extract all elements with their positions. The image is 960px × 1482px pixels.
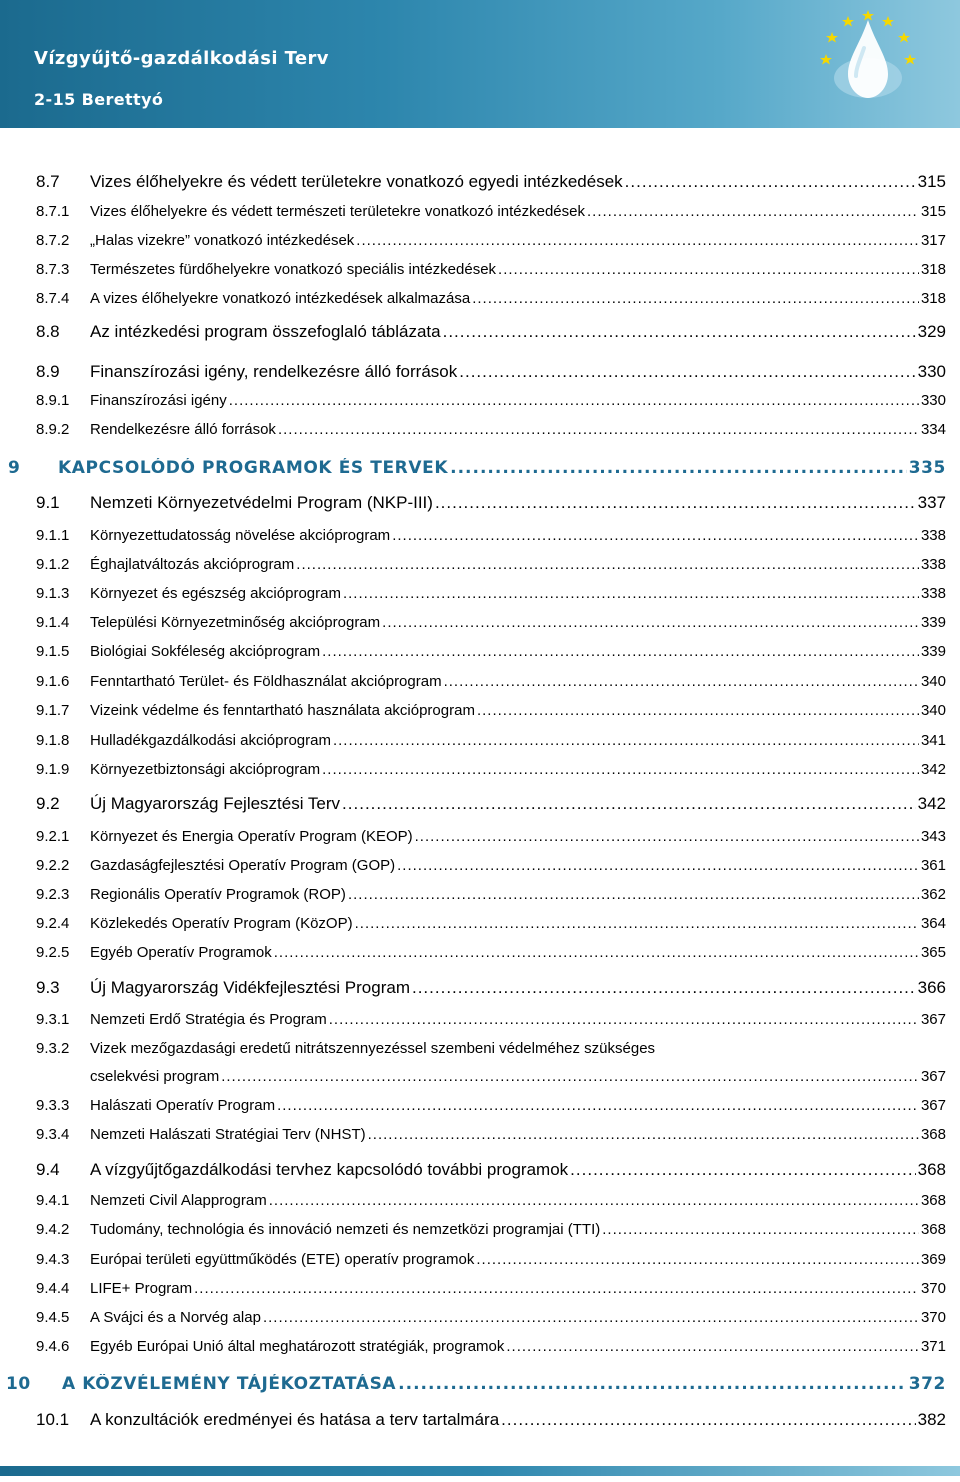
dot-leader <box>443 322 916 342</box>
dot-leader <box>229 392 919 409</box>
dot-leader <box>392 527 919 544</box>
toc-entry-title: Rendelkezésre álló források <box>90 421 276 438</box>
dot-leader <box>450 458 907 478</box>
dot-leader <box>368 1126 919 1143</box>
toc-entry-page: 340 <box>920 702 946 719</box>
toc-entry-page: 361 <box>920 857 946 874</box>
toc-entry-number: 8.9 <box>36 362 60 381</box>
dot-leader <box>274 944 919 961</box>
toc-entry-number: 8.8 <box>36 322 60 341</box>
footer-bar <box>0 1466 960 1476</box>
toc-entry-number: 9.2 <box>36 794 60 813</box>
toc-entry-number: 9.1.3 <box>36 585 70 602</box>
toc-entry-number: 9.4.4 <box>36 1280 70 1297</box>
toc-entry-page: 318 <box>920 261 946 278</box>
toc-entry-title: Új Magyarország Fejlesztési Terv <box>90 794 341 813</box>
toc-entry-page: 315 <box>917 172 946 191</box>
dot-leader <box>570 1160 915 1180</box>
toc-entry-number: 9.4.1 <box>36 1192 70 1209</box>
toc-entry-page: 317 <box>920 232 946 249</box>
toc-entry-page: 318 <box>920 290 946 307</box>
toc-entry-title: Vizes élőhelyekre és védett területekre vonatkozó egyedi intézkedések <box>90 172 623 191</box>
toc-entry-title: Nemzeti Civil Alapprogram <box>90 1192 267 1209</box>
dot-leader <box>435 493 916 513</box>
toc-entry-title: Egyéb Operatív Programok <box>90 944 272 961</box>
dot-leader <box>277 1097 919 1114</box>
document-title: Vízgyűjtő-gazdálkodási Terv <box>34 48 329 69</box>
toc-entry-page: 368 <box>920 1192 946 1209</box>
toc-entry-number: 9.4.2 <box>36 1221 70 1238</box>
toc-entry-title: Vizek mezőgazdasági eredetű nitrátszennyezéssel szembeni védelméhez szükséges <box>90 1040 656 1057</box>
dot-leader <box>476 1251 919 1268</box>
toc-entry-number: 8.7.4 <box>36 290 70 307</box>
toc-entry-number: 9.1.5 <box>36 643 70 660</box>
dot-leader <box>459 362 915 382</box>
toc-entry-page: 329 <box>917 322 946 341</box>
toc-entry-title: Finanszírozási igény, rendelkezésre álló források <box>90 362 458 381</box>
toc-entry-title: Közlekedés Operatív Program (KözOP) <box>90 915 353 932</box>
toc-entry-page: 368 <box>920 1221 946 1238</box>
toc-entry-number: 8.9.2 <box>36 421 70 438</box>
toc-entry-page: 330 <box>917 362 946 381</box>
dot-leader <box>278 421 919 438</box>
toc-entry-title: Vizes élőhelyekre és védett természeti területekre vonatkozó intézkedések <box>90 203 585 220</box>
toc-entry-page: 367 <box>920 1011 946 1028</box>
toc-entry-page: 334 <box>920 421 946 438</box>
toc-entry-title: Európai területi együttműködés (ETE) operatív programok <box>90 1251 475 1268</box>
toc-entry-page: 340 <box>920 673 946 690</box>
toc-entry-page: 341 <box>920 732 946 749</box>
dot-leader <box>269 1192 919 1209</box>
toc-entry-page: 371 <box>920 1338 946 1355</box>
toc-entry-title: A vízgyűjtőgazdálkodási tervhez kapcsolódó további programok <box>90 1160 569 1179</box>
dot-leader <box>587 203 919 220</box>
toc-entry-number: 8.7.3 <box>36 261 70 278</box>
toc-entry-page: 342 <box>917 794 946 813</box>
toc-entry-number: 9.1.4 <box>36 614 70 631</box>
toc-entry-page: 370 <box>920 1280 946 1297</box>
toc-entry-title: Egyéb Európai Unió által meghatározott stratégiák, programok <box>90 1338 505 1355</box>
toc-entry-number: 8.9.1 <box>36 392 70 409</box>
toc-entry-title: Vizeink védelme és fenntartható használata akcióprogram <box>90 702 475 719</box>
dot-leader <box>382 614 919 631</box>
dot-leader <box>296 556 919 573</box>
dot-leader <box>356 232 919 249</box>
dot-leader <box>194 1280 919 1297</box>
toc-entry-page: 369 <box>920 1251 946 1268</box>
toc-entry-page: 370 <box>920 1309 946 1326</box>
toc-entry-number: 9.1.2 <box>36 556 70 573</box>
toc-entry-page: 338 <box>920 556 946 573</box>
dot-leader <box>602 1221 919 1238</box>
toc-entry-title: A konzultációk eredményei és hatása a terv tartalmára <box>90 1410 500 1429</box>
dot-leader <box>348 886 919 903</box>
toc-entry-page: 382 <box>917 1410 946 1429</box>
toc-entry-number: 10.1 <box>36 1410 70 1429</box>
dot-leader <box>342 794 916 814</box>
toc-entry-title: Új Magyarország Vidékfejlesztési Program <box>90 978 410 997</box>
toc-entry-page: 367 <box>920 1068 946 1085</box>
toc-entry-title: Nemzeti Halászati Stratégiai Terv (NHST) <box>90 1126 366 1143</box>
toc-entry-title: A vizes élőhelyekre vonatkozó intézkedések alkalmazása <box>90 290 471 307</box>
dot-leader <box>329 1011 919 1028</box>
toc-entry-page: 315 <box>920 203 946 220</box>
toc-entry-title: Környezet és Energia Operatív Program (KEOP) <box>90 828 413 845</box>
dot-leader <box>498 261 919 278</box>
toc-entry-title: A Svájci és a Norvég alap <box>90 1309 261 1326</box>
toc-entry-page: 339 <box>920 643 946 660</box>
dot-leader <box>333 732 919 749</box>
dot-leader <box>397 857 919 874</box>
toc-entry-number: 9.4 <box>36 1160 60 1179</box>
toc-entry-page: 339 <box>920 614 946 631</box>
toc-entry-title: Hulladékgazdálkodási akcióprogram <box>90 732 331 749</box>
toc-entry-number: 8.7.2 <box>36 232 70 249</box>
toc-entry-number: 9.1.1 <box>36 527 70 544</box>
toc-entry-page: 337 <box>917 493 946 512</box>
toc-entry-number: 8.7.1 <box>36 203 70 220</box>
toc-entry-title: Az intézkedési program összefoglaló táblázata <box>90 322 441 341</box>
toc-entry-page: 343 <box>920 828 946 845</box>
toc-entry-title: KAPCSOLÓDÓ PROGRAMOK ÉS TERVEK <box>58 458 449 478</box>
toc-entry-number: 9.2.5 <box>36 944 70 961</box>
toc-entry-number: 9.1.9 <box>36 761 70 778</box>
dot-leader <box>477 702 919 719</box>
dot-leader <box>472 290 919 307</box>
toc-entry-number: 8.7 <box>36 172 60 191</box>
document-subtitle: 2-15 Berettyó <box>34 90 164 109</box>
toc-entry-number: 9.3.4 <box>36 1126 70 1143</box>
dot-leader <box>322 643 919 660</box>
toc-entry-title: LIFE+ Program <box>90 1280 193 1297</box>
toc-entry-title: Éghajlatváltozás akcióprogram <box>90 556 295 573</box>
toc-entry-number: 10 <box>6 1374 31 1394</box>
toc-entry-number: 9.2.2 <box>36 857 70 874</box>
toc-entry-title: Környezettudatosság növelése akcióprogram <box>90 527 391 544</box>
toc-entry-number: 9.3.1 <box>36 1011 70 1028</box>
toc-entry-title: „Halas vizekre” vonatkozó intézkedések <box>90 232 355 249</box>
toc-entry-number: 9.4.6 <box>36 1338 70 1355</box>
toc-entry-page: 362 <box>920 886 946 903</box>
toc-entry-page: 338 <box>920 585 946 602</box>
toc-entry-number: 9.1.7 <box>36 702 70 719</box>
dot-leader <box>322 761 919 778</box>
dot-leader <box>415 828 919 845</box>
toc-entry-title: Tudomány, technológia és innováció nemzeti és nemzetközi programjai (TTI) <box>90 1221 601 1238</box>
dot-leader <box>412 978 916 998</box>
toc-entry-page: 342 <box>920 761 946 778</box>
toc-entry-page: 372 <box>908 1374 946 1394</box>
toc-entry-title: Települési Környezetminőség akcióprogram <box>90 614 381 631</box>
dot-leader <box>343 585 919 602</box>
toc-entry-number: 9.4.5 <box>36 1309 70 1326</box>
toc-entry-page: 366 <box>917 978 946 997</box>
toc-entry-page: 365 <box>920 944 946 961</box>
toc-entry-title: Finanszírozási igény <box>90 392 227 409</box>
toc-entry-number: 9.3.3 <box>36 1097 70 1114</box>
toc-entry-title: Halászati Operatív Program <box>90 1097 276 1114</box>
dot-leader <box>221 1068 919 1085</box>
toc-entry-title-line2: cselekvési program <box>90 1068 220 1085</box>
dot-leader <box>398 1374 907 1394</box>
toc-entry-page: 335 <box>908 458 946 478</box>
toc-entry-page: 368 <box>920 1126 946 1143</box>
toc-entry-title: Természetes fürdőhelyekre vonatkozó speciális intézkedések <box>90 261 497 278</box>
toc-entry-title: Környezetbiztonsági akcióprogram <box>90 761 321 778</box>
toc-entry-title: Biológiai Sokféleség akcióprogram <box>90 643 321 660</box>
toc-entry-title: Nemzeti Környezetvédelmi Program (NKP-III) <box>90 493 433 512</box>
toc-entry-title: Nemzeti Erdő Stratégia és Program <box>90 1011 327 1028</box>
dot-leader <box>501 1410 915 1430</box>
toc-entry-number: 9.2.3 <box>36 886 70 903</box>
dot-leader <box>625 172 916 192</box>
toc-entry-title: Fenntartható Terület- és Földhasználat akcióprogram <box>90 673 442 690</box>
toc-entry-title: A KÖZVÉLEMÉNY TÁJÉKOZTATÁSA <box>62 1374 397 1394</box>
toc-entry-page: 330 <box>920 392 946 409</box>
toc-entry-title: Gazdaságfejlesztési Operatív Program (GOP) <box>90 857 396 874</box>
toc-entry-number: 9.4.3 <box>36 1251 70 1268</box>
toc-entry-number: 9.3 <box>36 978 60 997</box>
toc-entry-number: 9.1.6 <box>36 673 70 690</box>
toc-entry-number: 9.3.2 <box>36 1040 70 1057</box>
dot-leader <box>355 915 919 932</box>
toc-entry-title: Regionális Operatív Programok (ROP) <box>90 886 346 903</box>
toc-entry-number: 9.2.1 <box>36 828 70 845</box>
toc-entry-page: 367 <box>920 1097 946 1114</box>
toc-entry-number: 9.1 <box>36 493 60 512</box>
toc-entry-number: 9.2.4 <box>36 915 70 932</box>
dot-leader <box>444 673 919 690</box>
toc-entry-number: 9.1.8 <box>36 732 70 749</box>
toc-entry-page: 338 <box>920 527 946 544</box>
dot-leader <box>263 1309 919 1326</box>
toc-entry-page: 364 <box>920 915 946 932</box>
toc-entry-page: 368 <box>917 1160 946 1179</box>
toc-entry-number: 9 <box>8 458 21 478</box>
toc-entry-title: Környezet és egészség akcióprogram <box>90 585 341 602</box>
dot-leader <box>506 1338 919 1355</box>
